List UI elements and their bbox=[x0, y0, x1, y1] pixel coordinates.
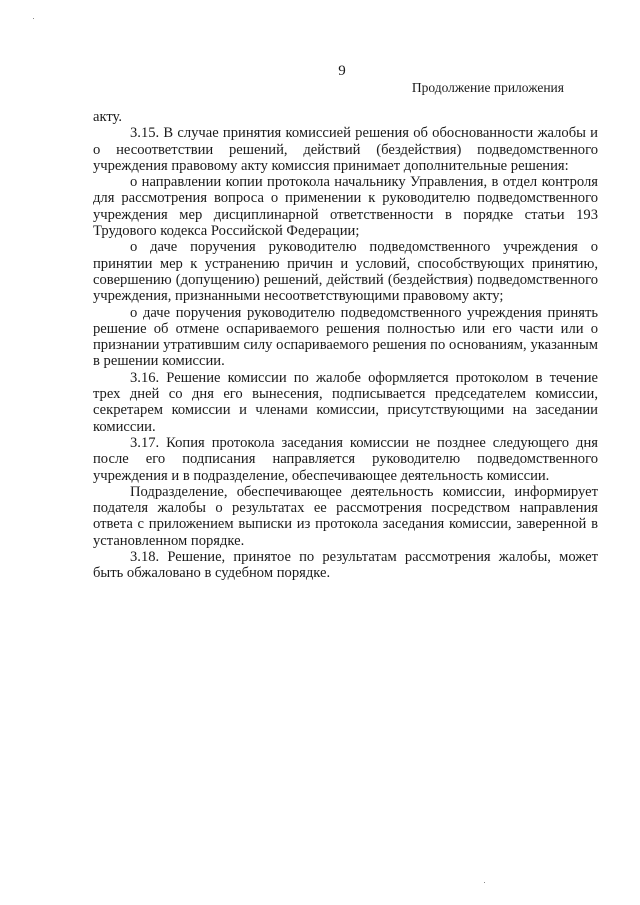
paragraph-3-18: 3.18. Решение, принятое по результатам рассмотрения жалобы, может быть обжаловано в судебном порядке. bbox=[93, 549, 598, 582]
scan-speck bbox=[33, 18, 34, 19]
paragraph-inform-applicant: Подразделение, обеспечивающее деятельность комиссии, информирует подателя жалобы о результатах ее рассмотрения посредством направления ответа с приложением выписки из протокола заседания комиссии, заверенной в установленном порядке. bbox=[93, 483, 598, 549]
paragraph-copy-to-head: о направлении копии протокола начальнику Управления, в отдел контроля для рассмотрения вопроса о применении к руководителю подведомственного учреждения мер дисциплинарной ответственности в порядке статьи 193 Трудового кодекса Российской Федерации; bbox=[93, 174, 598, 240]
page-number: 9 bbox=[338, 63, 346, 79]
paragraph-3-16: 3.16. Решение комиссии по жалобе оформляется протоколом в течение трех дней со дня его вынесения, подписывается председателем комиссии, секретарем комиссии и членами комиссии, присутствующими на заседании комиссии. bbox=[93, 369, 598, 435]
continuation-label: Продолжение приложения bbox=[411, 80, 564, 95]
paragraph-continuation: акту. bbox=[93, 109, 123, 125]
paragraph-remove-causes: о даче поручения руководителю подведомственного учреждения о принятии мер к устранению причин и условий, способствующих принятию, совершению (допущению) решений, действий (бездействия) подведомственного учреждения, признанными несоответствующими правовому акту; bbox=[93, 239, 598, 305]
scan-speck bbox=[484, 882, 485, 883]
paragraph-3-15: 3.15. В случае принятия комиссией решения об обоснованности жалобы и о несоответствии решений, действий (бездействия) подведомственного учреждения правовому акту комиссия принимает дополнительные решения: bbox=[93, 125, 598, 174]
document-body bbox=[93, 109, 598, 582]
paragraph-3-17: 3.17. Копия протокола заседания комиссии не позднее следующего дня после его подписания направляется руководителю подведомственного учреждения и в подразделение, обеспечивающее деятельность комиссии. bbox=[93, 434, 598, 484]
paragraph-cancel-decision: о даче поручения руководителю подведомственного учреждения принять решение об отмене оспариваемого решения полностью или его части или о признании утратившим силу оспариваемого решения по основаниям, указанным в решении комиссии. bbox=[93, 304, 598, 370]
